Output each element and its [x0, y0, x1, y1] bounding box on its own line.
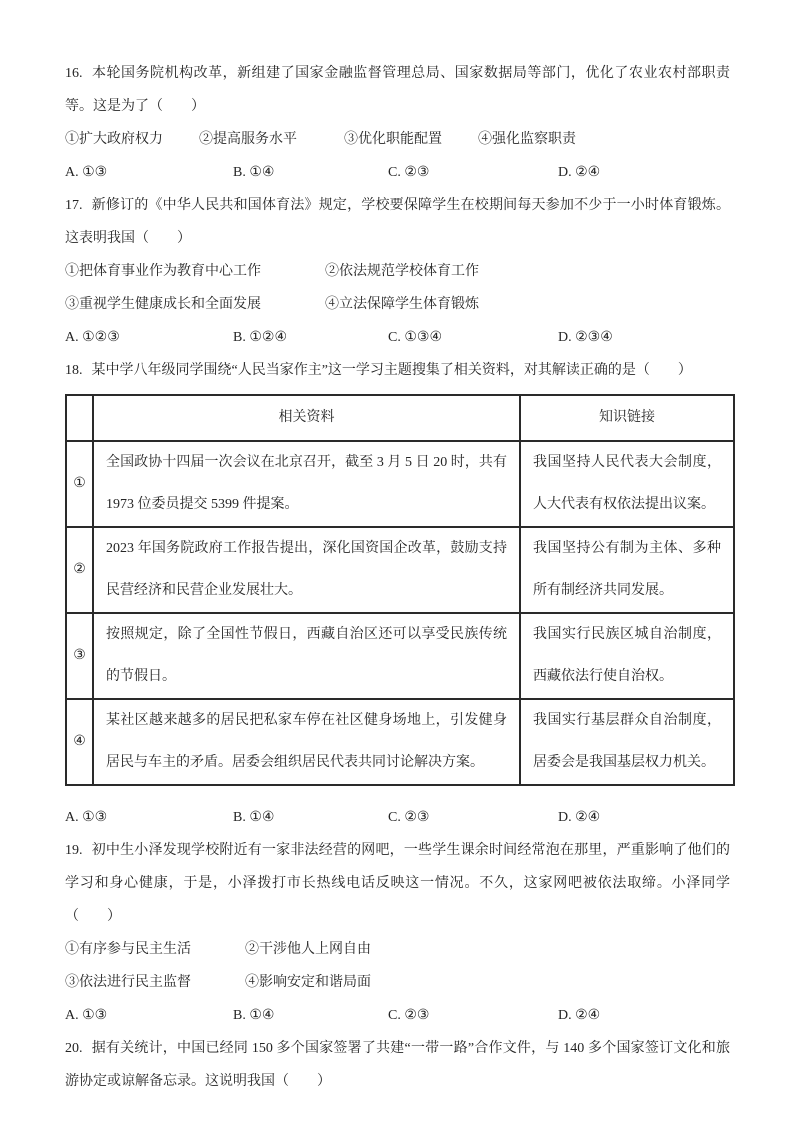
- question-17-option-4: ④立法保障学生体育锻炼: [325, 297, 479, 312]
- question-18-choice-c: C. ②③: [388, 810, 430, 825]
- question-16-option-3: ③优化职能配置: [344, 132, 442, 147]
- question-19-options-row-1: [65, 933, 730, 966]
- question-18-choice-b: B. ①④: [233, 810, 275, 825]
- question-16-stem-text: 本轮国务院机构改革，新组建了国家金融监督管理总局、国家数据局等部门，优化了农业农村部职责等。这是为了（ ）: [65, 66, 730, 114]
- table-row-2: [66, 527, 734, 613]
- question-16-choice-a: A. ①③: [65, 165, 108, 180]
- question-19-choices: [65, 999, 730, 1032]
- table-header-row: [66, 395, 734, 441]
- question-18-choice-d: D. ②④: [558, 810, 601, 825]
- table-row-1-material: 全国政协十四届一次会议在北京召开，截至 3 月 5 日 20 时，共有 1973 位委员提交 5399 件提案。: [93, 441, 520, 527]
- question-17: [65, 189, 730, 354]
- question-18-stem-text: 某中学八年级同学围绕“人民当家作主”这一学习主题搜集了相关资料，对其解读正确的是（ ）: [91, 363, 692, 378]
- question-17-choice-c: C. ①③④: [388, 330, 442, 345]
- question-17-choice-b: B. ①②④: [233, 330, 287, 345]
- question-17-number: 17.: [65, 198, 83, 213]
- table-row-4-num: ④: [66, 699, 93, 785]
- question-18-choice-a: A. ①③: [65, 810, 108, 825]
- question-19-stem: [65, 834, 730, 933]
- question-16-option-4: ④强化监察职责: [478, 132, 576, 147]
- question-16-choice-c: C. ②③: [388, 165, 430, 180]
- question-17-choices: [65, 321, 730, 354]
- question-16-option-1: ①扩大政府权力: [65, 132, 163, 147]
- question-19-stem-text: 初中生小泽发现学校附近有一家非法经营的网吧，一些学生课余时间经常泡在那里，严重影响了他们的学习和身心健康，于是，小泽拨打市长热线电话反映这一情况。不久，这家网吧被依法取缔。小泽同学（ ）: [65, 843, 730, 924]
- question-16-choice-d: D. ②④: [558, 165, 601, 180]
- question-19-options-row-2: [65, 966, 730, 999]
- table-row-3-num: ③: [66, 613, 93, 699]
- question-17-option-3: ③重视学生健康成长和全面发展: [65, 297, 261, 312]
- table-row-4: [66, 699, 734, 785]
- question-19-choice-c: C. ②③: [388, 1008, 430, 1023]
- question-17-options-row-1: [65, 255, 730, 288]
- table-row-2-knowledge: 我国坚持公有制为主体、多种所有制经济共同发展。: [520, 527, 734, 613]
- question-18: [65, 354, 730, 834]
- question-16-options: [65, 123, 730, 156]
- question-17-options-row-2: [65, 288, 730, 321]
- table-row-4-knowledge: 我国实行基层群众自治制度，居委会是我国基层权力机关。: [520, 699, 734, 785]
- question-18-table: [65, 394, 735, 786]
- question-19-option-3: ③依法进行民主监督: [65, 975, 191, 990]
- question-19-option-2: ②干涉他人上网自由: [245, 942, 371, 957]
- question-17-option-2: ②依法规范学校体育工作: [325, 264, 479, 279]
- question-20-number: 20.: [65, 1041, 83, 1056]
- question-19-choice-a: A. ①③: [65, 1008, 108, 1023]
- question-16-choices: [65, 156, 730, 189]
- question-19-option-4: ④影响安定和谐局面: [245, 975, 371, 990]
- table-row-1-knowledge: 我国坚持人民代表大会制度，人大代表有权依法提出议案。: [520, 441, 734, 527]
- question-19-option-1: ①有序参与民主生活: [65, 942, 191, 957]
- question-20-stem-text: 据有关统计，中国已经同 150 多个国家签署了共建“一带一路”合作文件，与 140 多个国家签订文化和旅游协定或谅解备忘录。这说明我国（ ）: [65, 1041, 730, 1089]
- question-17-stem-text: 新修订的《中华人民共和国体育法》规定，学校要保障学生在校期间每天参加不少于一小时体育锻炼。这表明我国（ ）: [65, 198, 730, 246]
- question-16-choice-b: B. ①④: [233, 165, 275, 180]
- table-row-1-num: ①: [66, 441, 93, 527]
- question-17-stem: [65, 189, 730, 255]
- question-19-number: 19.: [65, 843, 83, 858]
- table-row-3: [66, 613, 734, 699]
- question-17-choice-d: D. ②③④: [558, 330, 613, 345]
- table-row-3-material: 按照规定，除了全国性节假日，西藏自治区还可以享受民族传统的节假日。: [93, 613, 520, 699]
- question-18-number: 18.: [65, 363, 83, 378]
- question-16: [65, 57, 730, 189]
- table-header-knowledge: 知识链接: [520, 395, 734, 441]
- question-18-choices: [65, 801, 730, 834]
- question-18-stem: [65, 354, 730, 387]
- question-16-number: 16.: [65, 66, 83, 81]
- table-row-1: [66, 441, 734, 527]
- question-16-stem: [65, 57, 730, 123]
- question-17-choice-a: A. ①②③: [65, 330, 120, 345]
- table-header-empty: [66, 395, 93, 441]
- table-row-2-material: 2023 年国务院政府工作报告提出，深化国资国企改革，鼓励支持民营经济和民营企业发展壮大。: [93, 527, 520, 613]
- table-row-3-knowledge: 我国实行民族区城自治制度，西藏依法行使自治权。: [520, 613, 734, 699]
- question-20-stem: [65, 1032, 730, 1098]
- table-header-material: 相关资料: [93, 395, 520, 441]
- table-row-4-material: 某社区越来越多的居民把私家车停在社区健身场地上，引发健身居民与车主的矛盾。居委会组织居民代表共同讨论解决方案。: [93, 699, 520, 785]
- table-row-2-num: ②: [66, 527, 93, 613]
- question-20: [65, 1032, 730, 1098]
- question-19-choice-b: B. ①④: [233, 1008, 275, 1023]
- question-19: [65, 834, 730, 1032]
- question-16-option-2: ②提高服务水平: [199, 132, 297, 147]
- question-19-choice-d: D. ②④: [558, 1008, 601, 1023]
- question-17-option-1: ①把体育事业作为教育中心工作: [65, 264, 261, 279]
